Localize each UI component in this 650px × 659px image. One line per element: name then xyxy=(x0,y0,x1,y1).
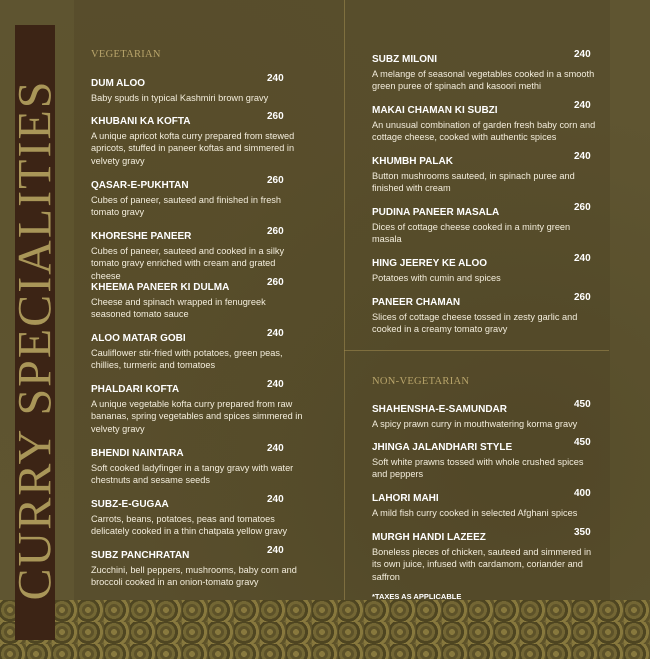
menu-item-description: Dices of cottage cheese cooked in a minty green masala xyxy=(372,222,571,245)
menu-item-name: PANEER CHAMAN xyxy=(372,297,461,308)
menu-item-price: 240 xyxy=(267,494,284,505)
menu-item xyxy=(372,100,600,144)
menu-item xyxy=(91,328,303,372)
menu-item-description: Soft white prawns tossed with whole crushed spices and peppers xyxy=(372,457,584,480)
menu-item-name: SUBZ PANCHRATAN xyxy=(91,550,190,561)
menu-item-description: Potatoes with cumin and spices xyxy=(372,273,501,283)
menu-item xyxy=(372,437,600,481)
menu-item xyxy=(91,175,303,219)
menu-item-price: 450 xyxy=(574,437,591,448)
menu-item-description: Cubes of paneer, sauteed and cooked in a silky tomato gravy enriched with cream and grated cheese xyxy=(91,246,285,281)
menu-item xyxy=(372,202,600,246)
menu-item xyxy=(372,253,600,284)
menu-item xyxy=(91,379,303,435)
menu-item-description: Boneless pieces of chicken, sauteed and simmered in its own juice, infused with cardamom, coriander and saffron xyxy=(372,547,592,582)
menu-item-name: SUBZ MILONI xyxy=(372,54,437,65)
menu-item-description: A mild fish curry cooked in selected Afghani spices xyxy=(372,508,578,518)
menu-item-price: 260 xyxy=(574,292,591,303)
menu-item-description: Cheese and spinach wrapped in fenugreek seasoned tomato sauce xyxy=(91,297,266,320)
menu-item-name: KHEEMA PANEER KI DULMA xyxy=(91,282,230,293)
menu-item-price: 240 xyxy=(267,379,284,390)
menu-item-description: Button mushrooms sauteed, in spinach puree and finished with cream xyxy=(372,171,575,194)
menu-item-price: 260 xyxy=(267,111,284,122)
menu-item xyxy=(91,73,303,104)
menu-item-name: MURGH HANDI LAZEEZ xyxy=(372,532,486,543)
vegetarian-heading: VEGETARIAN xyxy=(91,49,161,60)
menu-item-price: 240 xyxy=(574,151,591,162)
menu-item xyxy=(372,527,600,583)
menu-item-description: A unique apricot kofta curry prepared from stewed apricots, stuffed in paneer koftas and simmered in velvety gravy xyxy=(91,131,295,166)
menu-item-description: Cauliflower stir-fried with potatoes, green peas, chillies, turmeric and tomatoes xyxy=(91,348,283,371)
menu-item-name: KHORESHE PANEER xyxy=(91,231,192,242)
menu-item-description: Zucchini, bell peppers, mushrooms, baby corn and broccoli cooked in an onion-tomato gravy xyxy=(91,565,297,588)
menu-item-name: QASAR-E-PUKHTAN xyxy=(91,180,189,191)
menu-item-name: KHUBANI KA KOFTA xyxy=(91,116,191,127)
menu-item-description: Cubes of paneer, sauteed and finished in fresh tomato gravy xyxy=(91,195,282,218)
menu-item-price: 240 xyxy=(267,545,284,556)
menu-item xyxy=(91,494,303,538)
decorative-swirl-border xyxy=(0,600,650,659)
menu-item-description: Carrots, beans, potatoes, peas and tomatoes delicately cooked in a thin chatpata yellow gravy xyxy=(91,514,288,537)
menu-item xyxy=(372,292,600,336)
menu-item xyxy=(91,277,303,321)
menu-item-description: A unique vegetable kofta curry prepared from raw bananas, spring vegetables and spices simmered in velvety gravy xyxy=(91,399,303,434)
menu-item-price: 350 xyxy=(574,527,591,538)
non-vegetarian-heading: NON-VEGETARIAN xyxy=(372,376,470,387)
menu-item-price: 260 xyxy=(574,202,591,213)
section-divider xyxy=(344,350,609,351)
menu-item xyxy=(91,111,303,167)
menu-item-price: 240 xyxy=(574,49,591,60)
menu-item-description: Baby spuds in typical Kashmiri brown gravy xyxy=(91,93,269,103)
menu-item xyxy=(91,545,303,589)
menu-item-price: 240 xyxy=(574,253,591,264)
menu-item xyxy=(91,443,303,487)
menu-item-name: ALOO MATAR GOBI xyxy=(91,333,186,344)
menu-item-price: 400 xyxy=(574,488,591,499)
menu-item-name: BHENDI NAINTARA xyxy=(91,448,184,459)
menu-item-description: A spicy prawn curry in mouthwatering korma gravy xyxy=(372,419,578,429)
menu-item xyxy=(372,151,600,195)
menu-item-name: PHALDARI KOFTA xyxy=(91,384,180,395)
menu-item-name: MAKAI CHAMAN KI SUBZI xyxy=(372,105,498,116)
menu-item-price: 240 xyxy=(267,443,284,454)
menu-item-description: Soft cooked ladyfinger in a tangy gravy with water chestnuts and sesame seeds xyxy=(91,463,294,486)
menu-item-price: 450 xyxy=(574,399,591,410)
menu-item-name: HING JEEREY KE ALOO xyxy=(372,258,488,269)
taxes-note: *TAXES AS APPLICABLE xyxy=(372,592,462,601)
menu-item-price: 260 xyxy=(267,277,284,288)
menu-item-description: A melange of seasonal vegetables cooked in a smooth green puree of spinach and kasoori methi xyxy=(372,69,595,92)
menu-item-description: An unusual combination of garden fresh baby corn and cottage cheese, cooked with authentic spices xyxy=(372,120,596,143)
menu-item-price: 240 xyxy=(267,73,284,84)
menu-item-price: 240 xyxy=(574,100,591,111)
menu-item-name: SUBZ-E-GUGAA xyxy=(91,499,169,510)
menu-item-name: PUDINA PANEER MASALA xyxy=(372,207,500,218)
menu-item xyxy=(91,226,303,282)
menu-item-name: LAHORI MAHI xyxy=(372,493,439,504)
menu-item-name: KHUMBH PALAK xyxy=(372,156,453,167)
menu-item-price: 260 xyxy=(267,175,284,186)
menu-item-description: Slices of cottage cheese tossed in zesty garlic and cooked in a creamy tomato gravy xyxy=(372,312,578,335)
menu-item xyxy=(372,399,600,430)
page-title: CURRY SPECIALITIES xyxy=(8,79,62,601)
menu-item-name: DUM ALOO xyxy=(91,78,146,89)
menu-item-price: 260 xyxy=(267,226,284,237)
menu-item-price: 240 xyxy=(267,328,284,339)
menu-item xyxy=(372,49,600,93)
menu-item-name: SHAHENSHA-E-SAMUNDAR xyxy=(372,404,507,415)
menu-item xyxy=(372,488,600,519)
menu-item-name: JHINGA JALANDHARI STYLE xyxy=(372,442,513,453)
